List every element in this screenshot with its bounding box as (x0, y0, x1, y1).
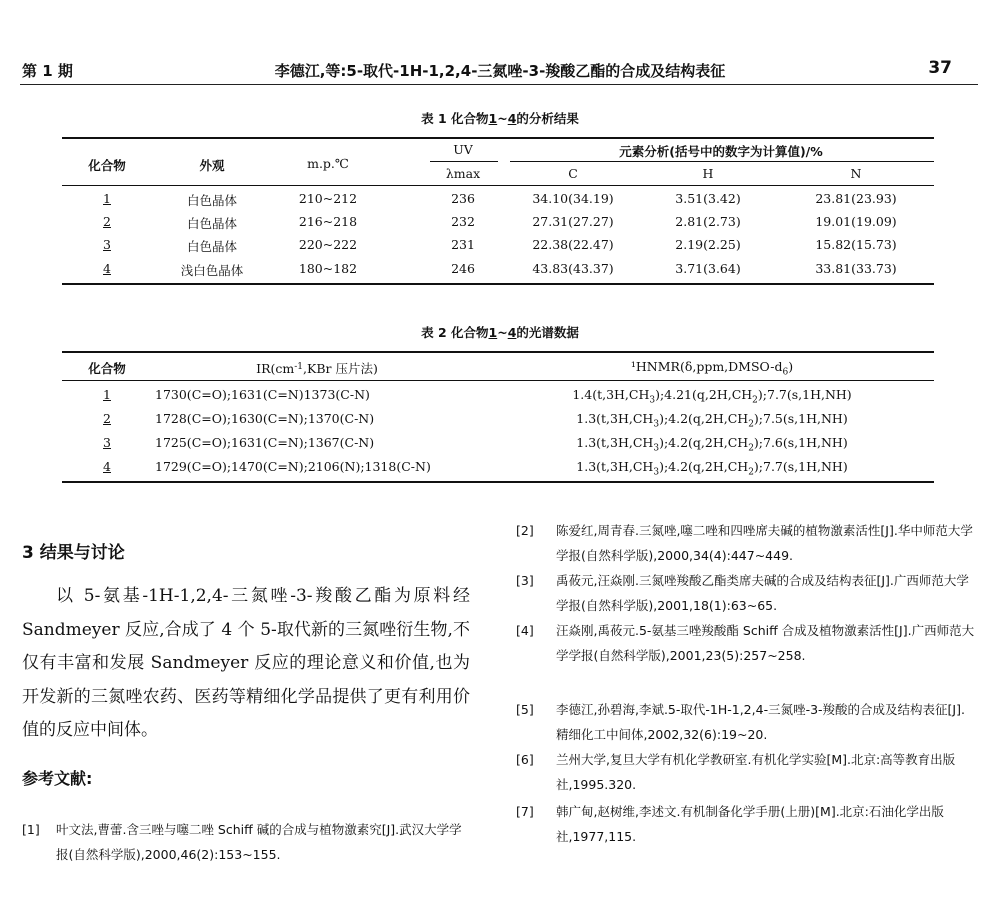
t2-cell-ir: 1729(C=O);1470(C=N);2106(N);1318(C-N) (155, 459, 431, 474)
reference-number: [4] (516, 623, 534, 638)
reference-text: 李德江,孙碧海,李斌.5-取代-1H-1,2,4-三氮唑-3-羧酸的合成及结构表征[J].精细化工中间体,2002,32(6):19~20. (556, 702, 965, 742)
t1-cell-appearance: 白色晶体 (186, 239, 237, 254)
t1-header-uv: UV (453, 142, 473, 157)
t1-header-c: C (568, 166, 578, 181)
t1-cell-id: 4 (103, 261, 111, 276)
t2-cell-id: 1 (103, 387, 111, 402)
reference-text: 叶文法,曹蕾.含三唑与噻二唑 Schiff 碱的合成与植物激素究[J].武汉大学学报(自然科学版),2000,46(2):153~155. (56, 822, 462, 862)
page-number: 37 (928, 58, 952, 78)
t2-cell-ir: 1730(C=O);1631(C=N)1373(C-N) (155, 387, 370, 402)
table1-caption-c4: 4 (507, 111, 517, 126)
table2-caption-suffix: 的光谱数据 (516, 325, 579, 340)
reference-text: 汪焱刚,禹莜元.5-氨基三唑羧酸酯 Schiff 合成及植物激素活性[J].广西师范大学学报(自然科学版),2001,23(5):257~258. (556, 623, 975, 663)
t1-uv-rule (430, 161, 498, 162)
reference-number: [2] (516, 523, 534, 538)
t1-cell-mp: 210~212 (298, 191, 358, 206)
t1-elemental-rule (510, 161, 934, 162)
t1-cell-mp: 220~222 (298, 237, 358, 252)
table2-caption (0, 323, 1000, 341)
reference-number: [6] (516, 752, 534, 767)
t1-cell-c: 43.83(43.37) (532, 261, 614, 276)
body-paragraph (22, 580, 470, 748)
table1-head-rule (62, 185, 934, 186)
table1-bottom-rule (62, 283, 934, 285)
t1-cell-n: 33.81(33.73) (815, 261, 897, 276)
reference-number: [1] (22, 822, 40, 837)
reference-text: 禹莜元,汪焱刚.三氮唑羧酸乙酯类席夫碱的合成及结构表征[J].广西师范大学学报(自然科学版),2001,18(1):63~65. (556, 573, 969, 613)
t2-cell-ir: 1728(C=O);1630(C=N);1370(C-N) (155, 411, 375, 426)
t1-cell-h: 2.81(2.73) (675, 214, 741, 229)
t1-header-compound: 化合物 (88, 158, 126, 173)
header-rule (20, 84, 978, 85)
table2-caption-c1: 1 (488, 325, 498, 340)
t1-cell-appearance: 浅白色晶体 (180, 263, 244, 278)
t1-cell-n: 19.01(19.09) (815, 214, 897, 229)
table2-top-rule (62, 351, 934, 353)
t1-cell-uv: 246 (451, 261, 475, 276)
t1-header-elemental: 元素分析(括号中的数字为计算值)/% (619, 144, 823, 159)
t2-cell-nmr: $1.3(t,3H,CH_3);4.2(q,2H,CH_2);7.7(s,1H,NH)$ (576, 459, 848, 478)
t1-cell-n: 15.82(15.73) (815, 237, 897, 252)
t2-cell-id: 2 (103, 411, 111, 426)
t1-cell-id: 1 (103, 191, 111, 206)
table2-caption-prefix: 表 2 化合物 (421, 325, 489, 340)
t1-header-appearance: 外观 (199, 158, 225, 173)
table2-caption-c4: 4 (507, 325, 517, 340)
t1-cell-uv: 231 (451, 237, 475, 252)
t1-header-h: H (702, 166, 714, 181)
table1-top-rule (62, 137, 934, 139)
t1-cell-uv: 236 (451, 191, 475, 206)
t1-cell-h: 3.51(3.42) (675, 191, 741, 206)
table1-caption-suffix: 的分析结果 (516, 111, 579, 126)
t1-cell-c: 27.31(27.27) (532, 214, 614, 229)
t2-header-ir: $IR(cm^{-1},KBr$ 压片法) (256, 361, 378, 376)
table1-caption (0, 109, 1000, 127)
reference-number: [5] (516, 702, 534, 717)
t1-cell-appearance: 白色晶体 (186, 216, 237, 231)
table1-caption-c1: 1 (488, 111, 498, 126)
t2-header-nmr: $^1HNMR(\delta,ppm,DMSO-d_6)$ (630, 359, 794, 378)
references-heading: 参考文献: (22, 769, 93, 788)
t2-header-compound: 化合物 (88, 361, 126, 376)
t1-cell-id: 2 (103, 214, 111, 229)
t1-header-mp: m.p.℃ (307, 156, 349, 171)
t2-cell-nmr: $1.4(t,3H,CH_3);4.21(q,2H,CH_2);7.7(s,1H,NH)$ (572, 387, 852, 406)
t1-cell-id: 3 (103, 237, 111, 252)
t2-cell-id: 4 (103, 459, 111, 474)
running-title: 李德江,等:5-取代-1H-1,2,4-三氮唑-3-羧酸乙酯的合成及结构表征 (274, 62, 726, 80)
t2-cell-id: 3 (103, 435, 111, 450)
table2-caption-tilde: ~ (497, 325, 508, 340)
t1-cell-c: 22.38(22.47) (532, 237, 614, 252)
t1-header-lambda: λmax (445, 166, 481, 181)
t1-cell-h: 3.71(3.64) (675, 261, 741, 276)
t1-cell-uv: 232 (451, 214, 475, 229)
t1-cell-mp: 180~182 (298, 261, 358, 276)
reference-text: 兰州大学,复旦大学有机化学教研室.有机化学实验[M].北京:高等教育出版社,1995.320. (556, 752, 956, 792)
reference-text: 陈爱红,周青春.三氮唑,噻二唑和四唑席夫碱的植物激素活性[J].华中师范大学学报(自然科学版),2000,34(4):447~449. (556, 523, 973, 563)
table1-caption-prefix: 表 1 化合物 (421, 111, 489, 126)
t1-cell-c: 34.10(34.19) (532, 191, 614, 206)
t2-cell-nmr: $1.3(t,3H,CH_3);4.2(q,2H,CH_2);7.6(s,1H,NH)$ (576, 435, 848, 454)
t2-cell-nmr: $1.3(t,3H,CH_3);4.2(q,2H,CH_2);7.5(s,1H,NH)$ (576, 411, 848, 430)
table2-bottom-rule (62, 481, 934, 483)
issue-number: 第 1 期 (22, 62, 73, 80)
t1-cell-mp: 216~218 (298, 214, 358, 229)
reference-number: [3] (516, 573, 534, 588)
t1-cell-appearance: 白色晶体 (186, 193, 237, 208)
body-paragraph-text: 以 5-氨基-1H-1,2,4-三氮唑-3-羧酸乙酯为原料经 Sandmeyer 反应,合成了 4 个 5-取代新的三氮唑衍生物,不仅有丰富和发展 Sandmeyer 反应的理论意义和价值,也为开发新的三氮唑农药、医药等精细化学品提供了更有利用价值的反应中间体。 (22, 586, 470, 740)
t2-cell-ir: 1725(C=O);1631(C=N);1367(C-N) (155, 435, 375, 450)
t1-header-n: N (850, 166, 862, 181)
t1-cell-n: 23.81(23.93) (815, 191, 897, 206)
t1-cell-h: 2.19(2.25) (675, 237, 741, 252)
reference-text: 韩广甸,赵树维,李述文.有机制备化学手册(上册)[M].北京:石油化学出版社,1977,115. (556, 804, 944, 844)
table1-caption-tilde: ~ (497, 111, 508, 126)
section-heading: 3 结果与讨论 (22, 543, 125, 563)
reference-number: [7] (516, 804, 534, 819)
table2-head-rule (62, 380, 934, 381)
